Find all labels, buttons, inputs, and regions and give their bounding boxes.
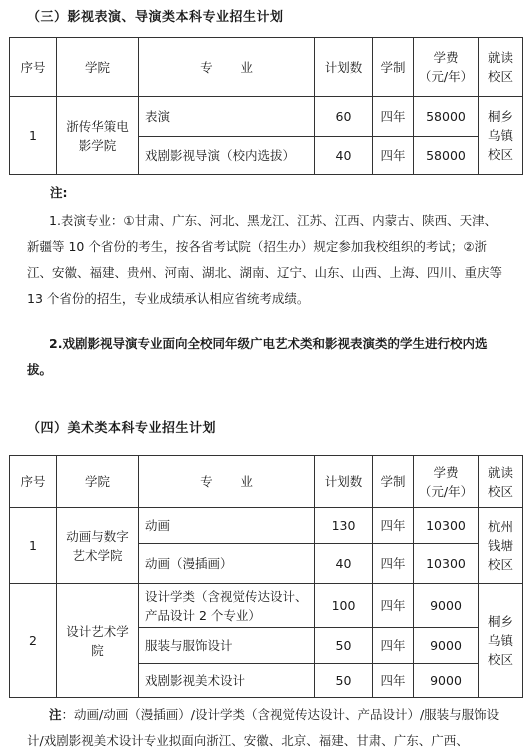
col-header-fee: 学费 （元/年） [414,38,479,97]
row-plan: 50 [315,664,373,698]
section4-heading: （四）美术类本科专业招生计划 [27,421,217,436]
table-row [10,584,523,628]
note-title: 注: [50,185,68,200]
row-major: 戏剧影视导演（校内选拔） [139,137,315,175]
table-header-row [10,38,523,97]
row-campus: 桐乡乌镇校区 [479,584,523,698]
row-plan: 100 [315,584,373,628]
row-index: 1 [10,97,57,175]
table-row [10,508,523,544]
row-fee: 9000 [414,584,479,628]
row-major: 设计学类（含视觉传达设计、产品设计 2 个专业） [139,584,315,628]
col-header-duration: 学制 [373,38,414,97]
note-fine-arts [27,702,512,754]
row-duration: 四年 [373,508,414,544]
row-major: 动画（漫插画） [139,544,315,584]
col-header-index: 序号 [10,456,57,508]
row-major: 表演 [139,97,315,137]
row-duration: 四年 [373,584,414,628]
row-fee: 9000 [414,628,479,664]
row-plan: 40 [315,544,373,584]
row-campus: 杭州钱塘校区 [479,508,523,584]
row-duration: 四年 [373,628,414,664]
col-header-college: 学院 [57,456,139,508]
row-duration: 四年 [373,137,414,175]
film-acting-plan-table [9,37,523,175]
row-fee: 10300 [414,544,479,584]
col-header-campus: 就读 校区 [479,456,523,508]
section3-heading: （三）影视表演、导演类本科专业招生计划 [27,10,284,25]
row-fee: 10300 [414,508,479,544]
row-plan: 50 [315,628,373,664]
table-row [10,97,523,137]
col-header-plan: 计划数 [315,38,373,97]
note-text: ：动画/动画（漫插画）/设计学类（含视觉传达设计、产品设计）/服装与服饰设计/戏剧影视美术设计专业拟面向浙江、安徽、北京、福建、甘肃、广东、广西、 [27,707,500,748]
row-college: 动画与数字艺术学院 [57,508,139,584]
col-header-campus: 就读 校区 [479,38,523,97]
col-header-plan: 计划数 [315,456,373,508]
note-directing: 2.戏剧影视导演专业面向全校同年级广电艺术类和影视表演类的学生进行校内选拔。 [27,336,488,377]
table-header-row [10,456,523,508]
fine-arts-plan-table [9,455,523,698]
row-index: 1 [10,508,57,584]
row-major: 服装与服饰设计 [139,628,315,664]
row-duration: 四年 [373,97,414,137]
row-college: 浙传华策电影学院 [57,97,139,175]
note-acting: 1.表演专业：①甘肃、广东、河北、黑龙江、江苏、江西、内蒙古、陕西、天津、新疆等 10 个省份的考生，按各省考试院（招生办）规定参加我校组织的考试；②浙江、安徽、福建、贵州、河南、湖北、湖南、辽宁、山东、山西、上海、四川、重庆等 13 个省份的招生，专业成绩承认相应省统考成绩。 [27,213,503,306]
row-major: 戏剧影视美术设计 [139,664,315,698]
row-fee: 9000 [414,664,479,698]
col-header-major: 专 业 [139,38,315,97]
row-major: 动画 [139,508,315,544]
row-plan: 40 [315,137,373,175]
col-header-major: 专 业 [139,456,315,508]
row-plan: 60 [315,97,373,137]
row-fee: 58000 [414,97,479,137]
col-header-index: 序号 [10,38,57,97]
row-index: 2 [10,584,57,698]
row-campus: 桐乡乌镇校区 [479,97,523,175]
row-duration: 四年 [373,664,414,698]
col-header-college: 学院 [57,38,139,97]
col-header-fee: 学费 （元/年） [414,456,479,508]
row-plan: 130 [315,508,373,544]
col-header-duration: 学制 [373,456,414,508]
row-fee: 58000 [414,137,479,175]
row-college: 设计艺术学院 [57,584,139,698]
note-label: 注 [49,707,62,722]
row-duration: 四年 [373,544,414,584]
